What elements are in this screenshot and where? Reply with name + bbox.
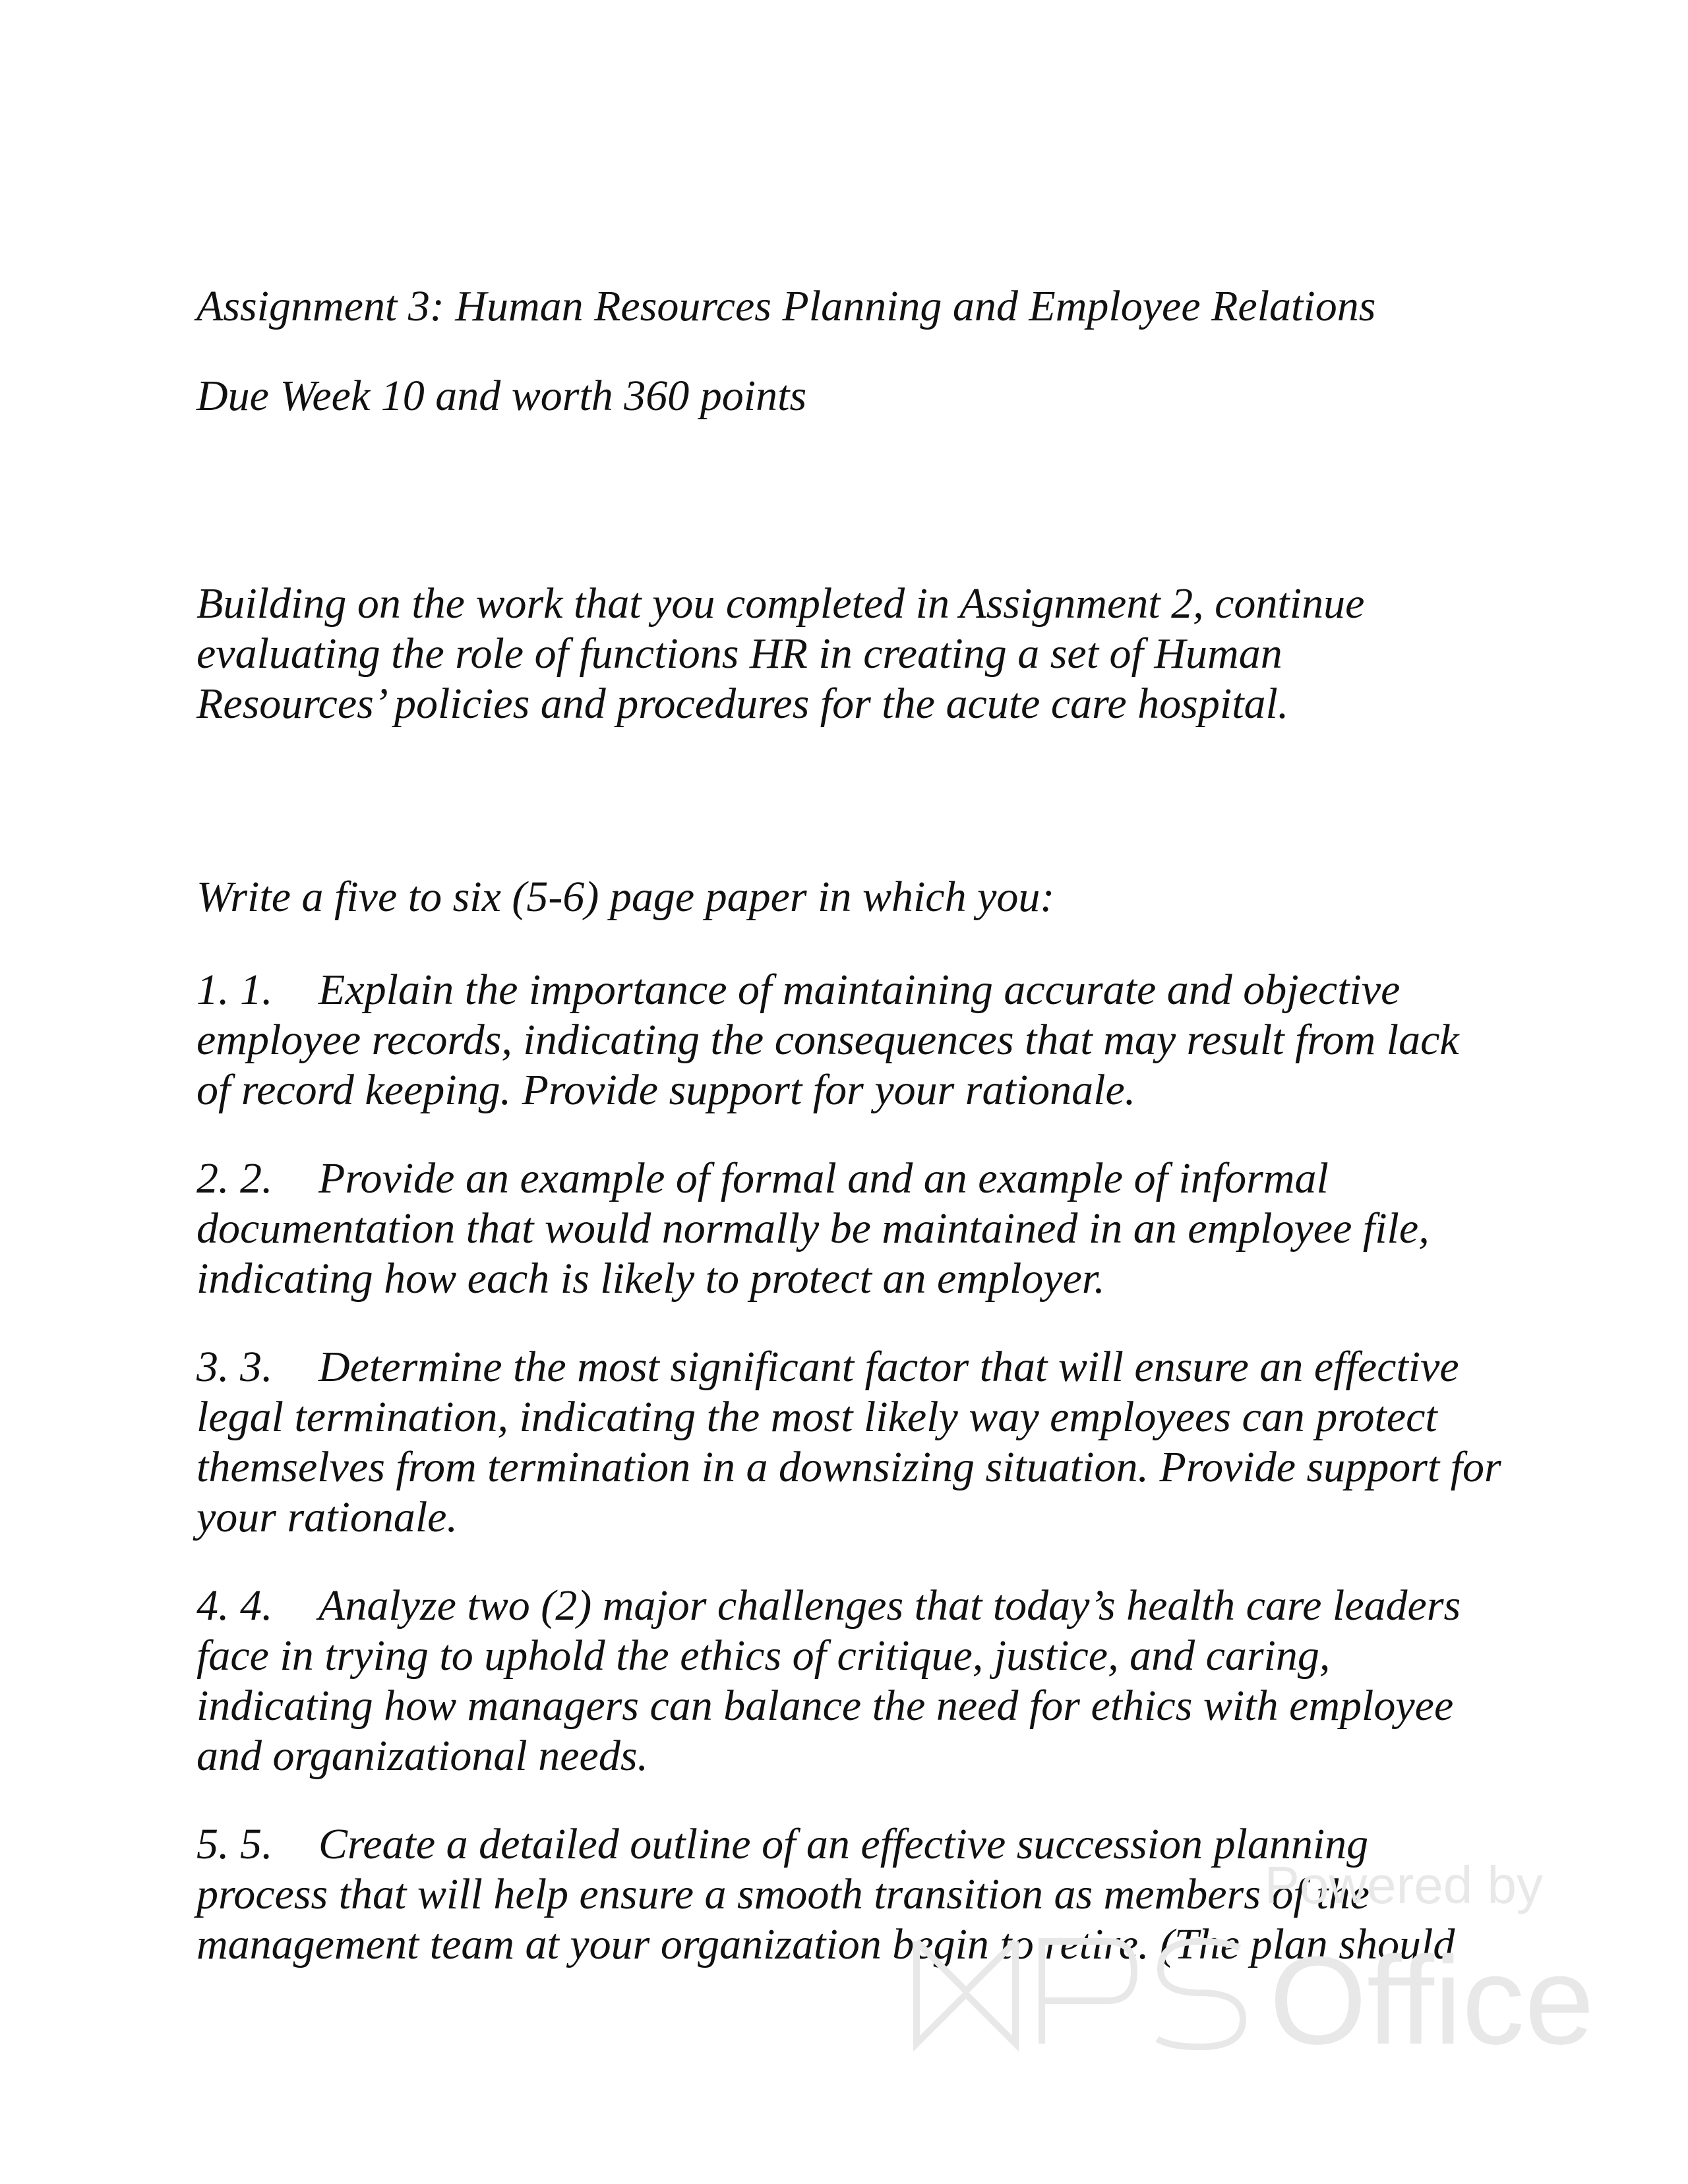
list-item-text: Explain the importance of maintaining accurate and objective employee records, indicating the consequences that may result from lack of record keeping. Provide support for your rationale. (196, 966, 1459, 1114)
list-item (196, 1154, 1502, 1304)
list-item (196, 965, 1502, 1115)
list-item-text: Create a detailed outline of an effective succession planning process that will help ensure a smooth transition as members of the management team at your organization begin to retire. (The plan should (196, 1820, 1455, 1968)
wps-office-watermark (910, 1856, 1594, 2071)
intro-paragraph: Building on the work that you completed in Assignment 2, continue evaluating the role of functions HR in creating a set of Human Resources’ policies and procedures for the acute care hospital. (196, 579, 1365, 728)
wps-office-logo (910, 1922, 1594, 2071)
watermark-prefix: Powered by (1264, 1856, 1543, 1914)
list-item-number: 1. 1. (196, 966, 273, 1014)
list-item-number: 2. 2. (196, 1154, 273, 1202)
watermark-brand: Office (1269, 1931, 1594, 2071)
list-item (196, 1581, 1502, 1781)
list-item-number: 3. 3. (196, 1343, 273, 1391)
list-item-number: 5. 5. (196, 1820, 273, 1868)
assignment-title: Assignment 3: Human Resources Planning and Employee Relations (196, 282, 1376, 330)
list-item-number: 4. 4. (196, 1581, 273, 1630)
list-item-text: Provide an example of formal and an example of informal documentation that would normally be maintained in an employee file, indicating how each is likely to protect an employer. (196, 1154, 1430, 1303)
list-item-text: Determine the most significant factor that will ensure an effective legal termination, indicating the most likely way employees can protect themselves from termination in a downsizing situation. Provide support for your rationale. (196, 1343, 1501, 1541)
instructions-lead: Write a five to six (5-6) page paper in which you: (196, 873, 1055, 921)
document-body (196, 277, 1528, 1970)
list-item (196, 1342, 1502, 1543)
list-item-text: Analyze two (2) major challenges that today’s health care leaders face in trying to uphold the ethics of critique, justice, and caring, indicating how managers can balance the need for ethics with employee and organizational needs. (196, 1581, 1461, 1780)
due-line: Due Week 10 and worth 360 points (196, 372, 807, 420)
